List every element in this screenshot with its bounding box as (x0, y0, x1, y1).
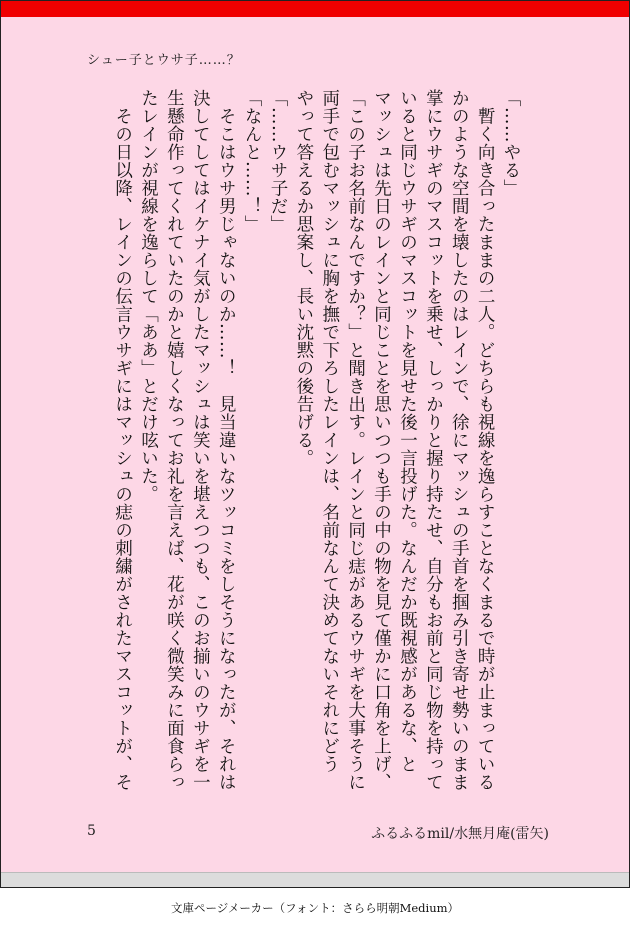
generator-caption: 文庫ページメーカー（フォント：さらら明朝Medium） (170, 901, 460, 915)
text-line: そこはウサ男じゃないのか……！ 見当違いなツッコミをしそうになったが、それは (216, 89, 237, 791)
text-line: その日以降、レインの伝言ウサギにはマッシュの痣の刺繍がされたマスコットが、そ (112, 89, 133, 791)
text-line: やって答えるか思案し、長い沈黙の後告げる。 (293, 89, 314, 467)
text-line: 両手で包むマッシュに胸を撫で下ろしたレインは、名前なんて決めてないそれにどう (319, 89, 340, 773)
text-line: マッシュは先日のレインと同じことを思いつつも手の中の物を見て僅かに口角を上げ、 (371, 89, 392, 791)
bottom-bar (1, 872, 629, 887)
page-number: 5 (87, 823, 96, 839)
text-line: 「……ウサ子だ」 (267, 89, 288, 233)
text-line: かのような空間を壊したのはレインで、徐にマッシュの手首を掴み引き寄せ勢いのまま (449, 89, 470, 791)
text-line: 決してしてはイケナイ気がしたマッシュは笑いを堪えつつも、このお揃いのウサギを一 (190, 89, 211, 791)
text-line: たレインが視線を逸らして「ああ」とだけ呟いた。 (138, 89, 159, 503)
text-line: 掌にウサギのマスコットを乗せ、しっかりと握り持たせ、自分もお前と同じ物を持って (423, 89, 444, 791)
text-line: 「この子お名前なんですか？」と聞き出す。レインと同じ痣があるウサギを大事そうに (345, 89, 366, 791)
top-color-bar (1, 1, 629, 17)
running-title: シュー子とウサ子……？ (87, 53, 241, 68)
vertical-body-text (109, 89, 523, 789)
text-line: 暫く向き合ったままの二人。どちらも視線を逸らすことなくまるで時が止まっている (475, 89, 496, 791)
text-line: いると同じウサギのマスコットを見せた後一言投げた。なんだか既視感があるな、と (397, 89, 418, 773)
author-credit: ふるふるmil/水無月庵(雷矢) (371, 826, 549, 842)
text-line: 生懸命作ってくれていたのかと嬉しくなってお礼を言えば、花が咲く微笑みに面食らっ (164, 89, 185, 791)
text-line: 「なんと……！」 (242, 89, 263, 233)
text-line: 「……やる」 (501, 89, 521, 197)
